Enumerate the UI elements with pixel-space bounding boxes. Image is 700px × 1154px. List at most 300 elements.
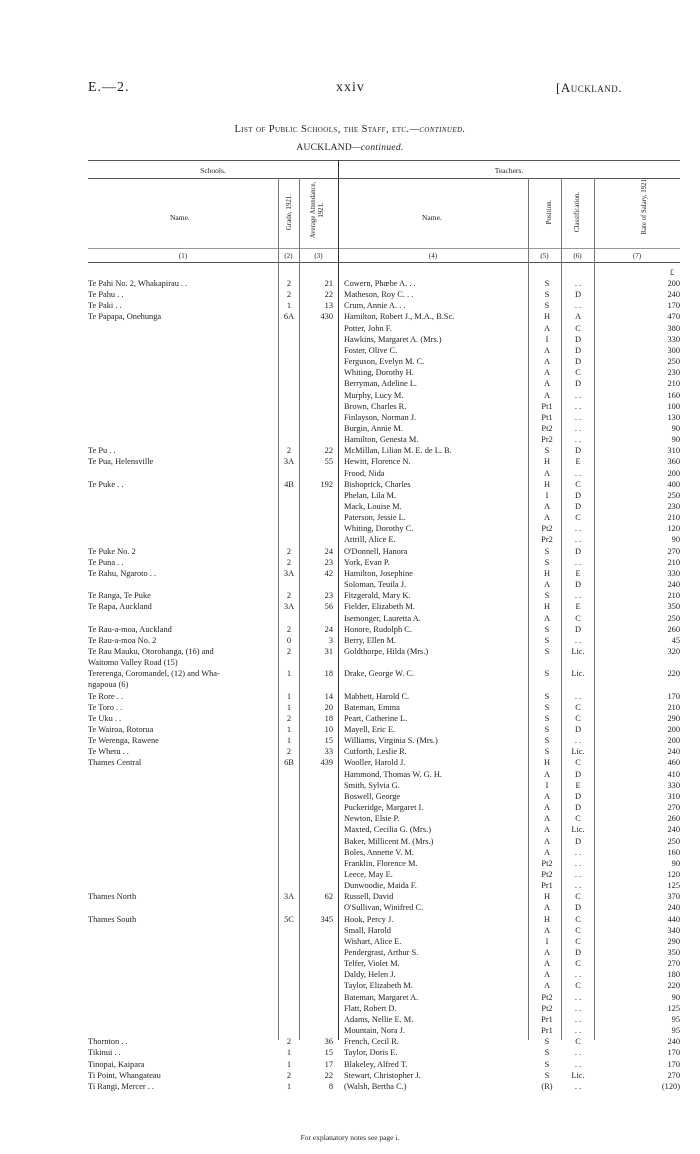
- teacher-name-cell: Hook, Percy J.: [344, 914, 394, 924]
- position-cell: Pr1: [541, 1026, 553, 1036]
- teacher-name-cell: Phelan, Lila M.: [344, 490, 397, 500]
- teacher-name-cell: Murphy, Lucy M.: [344, 390, 404, 400]
- teacher-name-cell: Whiting, Dorothy C.: [344, 524, 414, 534]
- salary-cell: 95: [671, 1014, 680, 1024]
- table-row: [0, 948, 700, 958]
- teacher-name-cell: Daldy, Helen J.: [344, 970, 396, 980]
- table-row: [0, 580, 700, 590]
- salary-cell: 160: [667, 390, 680, 400]
- teacher-name-cell: O'Donnell, Hanora: [344, 546, 408, 556]
- salary-cell: 160: [667, 847, 680, 857]
- table-row: [0, 1048, 700, 1058]
- table-row: [0, 502, 700, 512]
- position-cell: S: [544, 446, 550, 456]
- classification-cell: . .: [574, 992, 582, 1002]
- page-header-left: E.—2.: [88, 80, 130, 95]
- salary-cell: 210: [667, 557, 680, 567]
- position-cell: S: [544, 1037, 550, 1047]
- table-row: [0, 290, 700, 300]
- table-row: [0, 703, 700, 713]
- salary-cell: 210: [667, 702, 680, 712]
- table-row: [0, 970, 700, 980]
- position-cell: Pt1: [541, 401, 553, 411]
- teacher-name-cell: (Walsh, Bertha C.): [344, 1081, 407, 1091]
- teacher-name-cell: Isemonger, Lauretta A.: [344, 613, 421, 623]
- classification-cell: Lic.: [571, 747, 585, 757]
- salary-cell: 90: [671, 535, 680, 545]
- school-name-cell: ngapoua (6): [88, 680, 129, 690]
- salary-cell: 125: [667, 1003, 680, 1013]
- subtitle-text: AUCKLAND: [296, 143, 353, 153]
- grade-cell: 1: [286, 725, 292, 734]
- position-cell: I: [545, 334, 549, 344]
- table-row: [0, 524, 700, 534]
- teacher-name-cell: Hamilton, Genesta M.: [344, 435, 419, 445]
- attendance-cell: 22: [324, 1070, 333, 1080]
- classification-cell: . .: [574, 591, 582, 601]
- classification-cell: . .: [574, 881, 582, 891]
- classification-cell: C: [575, 1037, 581, 1047]
- teacher-name-cell: Boles, Annette V. M.: [344, 847, 414, 857]
- position-cell: A: [543, 847, 551, 857]
- teacher-name-cell: Maxted, Cecilia G. (Mrs.): [344, 825, 431, 835]
- teacher-name-cell: Smith, Sylvia G.: [344, 780, 400, 790]
- table-row: [0, 1082, 700, 1092]
- classification-cell: . .: [574, 1048, 582, 1058]
- salary-cell: 470: [667, 312, 680, 322]
- table-row: [0, 446, 700, 456]
- classification-cell: . .: [574, 970, 582, 980]
- table-row: [0, 469, 700, 479]
- attendance-cell: 56: [324, 602, 333, 612]
- classification-cell: D: [574, 546, 582, 556]
- school-name-cell: Te Wairoa, Rotorua: [88, 725, 154, 734]
- salary-cell: 90: [671, 992, 680, 1002]
- grade-cell: 2: [286, 446, 292, 456]
- salary-cell: 460: [667, 758, 680, 768]
- classification-cell: . .: [574, 390, 582, 400]
- school-name-cell: Te Pua, Helensville: [88, 457, 154, 467]
- classification-cell: D: [574, 769, 582, 779]
- table-row: [0, 658, 700, 668]
- teacher-name-cell: Whiting, Dorothy H.: [344, 368, 414, 378]
- grade-cell: 2: [286, 1037, 292, 1047]
- classification-cell: . .: [574, 1081, 582, 1091]
- position-cell: H: [543, 479, 551, 489]
- school-name-cell: Te Rau-a-moa, Auckland: [88, 624, 172, 634]
- classification-cell: Lic.: [571, 646, 585, 656]
- school-name-cell: Te Puke No. 2: [88, 546, 136, 556]
- classification-cell: D: [574, 803, 582, 813]
- column-number-7: (7): [632, 252, 642, 260]
- salary-cell: 380: [667, 323, 680, 333]
- table-row: [0, 981, 700, 991]
- school-name-cell: Tikinui . .: [88, 1048, 121, 1058]
- table-row: [0, 814, 700, 824]
- table-row: [0, 1015, 700, 1025]
- teacher-name-cell: McMillan, Lilian M. E. de L. B.: [344, 446, 452, 456]
- page-number: xxiv: [336, 80, 365, 95]
- classification-cell: . .: [574, 858, 582, 868]
- classification-cell: . .: [574, 423, 582, 433]
- position-cell: A: [543, 925, 551, 935]
- classification-cell: C: [575, 981, 581, 991]
- grade-cell: 3A: [283, 568, 295, 578]
- classification-cell: A: [574, 312, 582, 322]
- table-row: [0, 379, 700, 389]
- classification-cell: D: [574, 836, 582, 846]
- salary-cell: 240: [667, 903, 680, 913]
- position-cell: H: [543, 568, 551, 578]
- school-name-cell: Te Rapa, Auckland: [88, 602, 152, 612]
- position-cell: Pr1: [541, 881, 553, 891]
- column-header-rule: [88, 248, 680, 249]
- position-cell: S: [544, 1059, 550, 1069]
- salary-cell: 220: [667, 669, 680, 679]
- classification-cell: C: [575, 702, 581, 712]
- teacher-name-cell: Wooller, Harold J.: [344, 758, 406, 768]
- position-cell: A: [543, 368, 551, 378]
- salary-cell: 95: [671, 1026, 680, 1036]
- table-row: [0, 680, 700, 690]
- school-name-cell: Thornton . .: [88, 1037, 128, 1047]
- school-name-cell: Thames South: [88, 914, 137, 924]
- classification-cell: Lic.: [571, 669, 585, 679]
- classification-cell: . .: [574, 1014, 582, 1024]
- position-cell: S: [544, 591, 550, 601]
- teacher-name-cell: Wishart, Alice E.: [344, 936, 402, 946]
- position-cell: Pr1: [541, 1014, 553, 1024]
- group-header-rule: [88, 178, 680, 179]
- position-cell: S: [544, 635, 550, 645]
- classification-cell: C: [575, 713, 581, 723]
- salary-cell: 200: [667, 279, 680, 288]
- grade-header: Grade, 1921.: [285, 193, 293, 231]
- position-cell: A: [543, 390, 551, 400]
- salary-cell: 330: [667, 780, 680, 790]
- position-cell: A: [543, 613, 551, 623]
- school-name-cell: Te Werenga, Rawene: [88, 736, 159, 746]
- position-cell: S: [544, 713, 550, 723]
- position-cell: S: [544, 669, 550, 679]
- attendance-cell: 439: [320, 758, 333, 768]
- table-row: [0, 892, 700, 902]
- classification-cell: E: [575, 780, 581, 790]
- table-row: [0, 848, 700, 858]
- grade-cell: 1: [286, 691, 292, 701]
- position-cell: H: [543, 914, 551, 924]
- teacher-name-header: Name.: [422, 213, 442, 222]
- salary-cell: 90: [671, 858, 680, 868]
- grade-cell: 2: [286, 591, 292, 601]
- table-row: [0, 647, 700, 657]
- table-row: [0, 870, 700, 880]
- teacher-name-cell: Baker, Millicent M. (Mrs.): [344, 836, 434, 846]
- classification-cell: . .: [574, 1003, 582, 1013]
- table-row: [0, 424, 700, 434]
- classification-cell: . .: [574, 435, 582, 445]
- salary-header: Rate of Salary, 1921.: [641, 177, 648, 235]
- subtitle-suffix: —continued.: [352, 143, 404, 153]
- table-row: [0, 736, 700, 746]
- salary-cell: 370: [667, 892, 680, 902]
- teacher-name-cell: Hammond, Thomas W. G. H.: [344, 769, 443, 779]
- attendance-cell: 33: [324, 747, 333, 757]
- classification-cell: E: [575, 568, 581, 578]
- position-cell: Pr2: [541, 435, 553, 445]
- attendance-cell: 23: [324, 557, 333, 567]
- attendance-cell: 62: [324, 892, 333, 902]
- teacher-name-cell: Leece, May E.: [344, 869, 393, 879]
- teacher-name-cell: Finlayson, Norman J.: [344, 412, 417, 422]
- attendance-cell: 22: [324, 290, 333, 300]
- position-cell: I: [545, 936, 549, 946]
- attendance-cell: 15: [324, 1048, 333, 1058]
- attendance-cell: 22: [324, 446, 333, 456]
- table-row: [0, 770, 700, 780]
- district-subtitle: [0, 143, 700, 153]
- teachers-group-header: Teachers.: [494, 166, 524, 175]
- teacher-name-cell: Mountain, Nora J.: [344, 1026, 405, 1036]
- classification-cell: . .: [574, 635, 582, 645]
- classification-cell: . .: [574, 869, 582, 879]
- school-name-cell: Ti Point, Whangateau: [88, 1070, 161, 1080]
- teacher-name-cell: Mayell, Eric E.: [344, 725, 396, 734]
- teacher-name-cell: Williams, Virginia S. (Mrs.): [344, 736, 438, 746]
- salary-cell: 180: [667, 970, 680, 980]
- position-cell: A: [543, 836, 551, 846]
- salary-cell: 130: [667, 412, 680, 422]
- school-name-cell: Te Pu . .: [88, 446, 116, 456]
- position-cell: Pt1: [541, 412, 553, 422]
- classification-cell: . .: [574, 1059, 582, 1069]
- classification-cell: C: [575, 936, 581, 946]
- grade-cell: 3A: [283, 602, 295, 612]
- teacher-name-cell: Small, Harold: [344, 925, 391, 935]
- table-row: [0, 402, 700, 412]
- grade-cell: 1: [286, 1048, 292, 1058]
- table-row: [0, 391, 700, 401]
- teacher-name-cell: Newton, Elsie P.: [344, 814, 400, 824]
- position-cell: S: [544, 624, 550, 634]
- position-cell: Pt2: [541, 858, 553, 868]
- table-row: [0, 569, 700, 579]
- teacher-name-cell: Blakeley, Alfred T.: [344, 1059, 408, 1069]
- school-name-cell: Waitomo Valley Road (15): [88, 658, 178, 668]
- salary-cell: 200: [667, 736, 680, 746]
- salary-cell: 170: [667, 1048, 680, 1058]
- school-name-cell: Te Papapa, Onehunga: [88, 312, 162, 322]
- classification-cell: C: [575, 613, 581, 623]
- table-row: [0, 435, 700, 445]
- teacher-name-cell: Berryman, Adeline L.: [344, 379, 418, 389]
- salary-cell: 240: [667, 1037, 680, 1047]
- position-cell: A: [543, 948, 551, 957]
- salary-cell: 250: [667, 490, 680, 500]
- grade-cell: 1: [286, 301, 292, 311]
- grade-cell: 3A: [283, 892, 295, 902]
- attendance-cell: 10: [324, 725, 333, 734]
- classification-cell: C: [575, 368, 581, 378]
- table-row: [0, 457, 700, 467]
- grade-cell: 1: [286, 1059, 292, 1069]
- table-row: [0, 636, 700, 646]
- salary-cell: 350: [667, 602, 680, 612]
- column-number-1: (1): [178, 252, 188, 260]
- salary-cell: 200: [667, 725, 680, 734]
- salary-cell: 360: [667, 457, 680, 467]
- attendance-cell: 36: [324, 1037, 333, 1047]
- table-row: [0, 413, 700, 423]
- salary-cell: 240: [667, 580, 680, 590]
- table-row: [0, 1026, 700, 1036]
- document-title: [0, 124, 700, 135]
- school-name-cell: Te Toro . .: [88, 702, 123, 712]
- grade-cell: 5C: [284, 914, 294, 924]
- title-text: List of Public Schools, the Staff, etc.: [234, 124, 410, 135]
- grade-cell: 2: [286, 290, 292, 300]
- classification-cell: D: [574, 791, 582, 801]
- salary-cell: 320: [667, 646, 680, 656]
- table-row: [0, 792, 700, 802]
- teacher-name-cell: Hawkins, Margaret A. (Mrs.): [344, 334, 442, 344]
- table-row: [0, 591, 700, 601]
- attendance-cell: 15: [324, 736, 333, 746]
- position-cell: A: [543, 981, 551, 991]
- salary-cell: 210: [667, 379, 680, 389]
- position-cell: A: [543, 814, 551, 824]
- classification-cell: D: [574, 502, 582, 511]
- table-top-rule: [88, 160, 680, 161]
- attendance-cell: 17: [324, 1059, 333, 1069]
- position-cell: A: [543, 903, 551, 913]
- school-name-cell: Ti Rangi, Mercer . .: [88, 1081, 154, 1091]
- teacher-name-cell: Taylor, Elizabeth M.: [344, 981, 413, 991]
- school-name-cell: Te Pahi No. 2, Whakapirau . .: [88, 279, 188, 288]
- classification-cell: . .: [574, 535, 582, 545]
- teacher-name-cell: Bateman, Margaret A.: [344, 992, 419, 1002]
- table-row: [0, 758, 700, 768]
- attendance-cell: 430: [320, 312, 333, 322]
- classification-cell: . .: [574, 557, 582, 567]
- classification-cell: D: [574, 446, 582, 456]
- classification-cell: D: [574, 345, 582, 355]
- salary-cell: 250: [667, 357, 680, 367]
- column-number-rule: [88, 262, 680, 263]
- school-name-cell: Te Whetu . .: [88, 747, 129, 757]
- teacher-name-cell: Franklin, Florence M.: [344, 858, 418, 868]
- teacher-name-cell: Hamilton, Robert J., M.A., B.Sc.: [344, 312, 455, 322]
- teacher-name-cell: Stewart, Christopher J.: [344, 1070, 421, 1080]
- table-row: [0, 881, 700, 891]
- classification-cell: . .: [574, 847, 582, 857]
- classification-cell: C: [575, 814, 581, 824]
- teacher-name-cell: Russell, David: [344, 892, 394, 902]
- teacher-name-cell: Crum, Annie A. . .: [344, 301, 406, 311]
- salary-cell: 240: [667, 747, 680, 757]
- table-row: [0, 915, 700, 925]
- salary-cell: 330: [667, 334, 680, 344]
- table-row: [0, 301, 700, 311]
- school-name-cell: Te Puna . .: [88, 557, 124, 567]
- teacher-name-cell: Bishoprick, Charles: [344, 479, 411, 489]
- school-name-header: Name.: [170, 213, 190, 222]
- classification-cell: D: [574, 948, 582, 957]
- grade-cell: 2: [286, 1070, 292, 1080]
- school-name-cell: Te Pahu . .: [88, 290, 124, 300]
- column-number-5: (5): [540, 252, 549, 260]
- position-cell: H: [543, 892, 551, 902]
- table-row: [0, 1071, 700, 1081]
- salary-cell: 170: [667, 691, 680, 701]
- grade-cell: 2: [286, 557, 292, 567]
- teacher-name-cell: Adams, Nellie E. M.: [344, 1014, 414, 1024]
- teacher-name-cell: Fitzgerald, Mary K.: [344, 591, 411, 601]
- attendance-cell: 3: [328, 635, 333, 645]
- teacher-name-cell: French, Cecil R.: [344, 1037, 399, 1047]
- classification-cell: . .: [574, 736, 582, 746]
- salary-cell: 90: [671, 423, 680, 433]
- position-cell: A: [543, 803, 551, 813]
- teacher-name-cell: Attrill, Alice E.: [344, 535, 396, 545]
- salary-cell: 170: [667, 301, 680, 311]
- classification-cell: D: [574, 290, 582, 300]
- school-name-cell: Te Rahu, Ngaroto . .: [88, 568, 157, 578]
- teacher-name-cell: Drake, George W. C.: [344, 669, 415, 679]
- salary-cell: 220: [667, 981, 680, 991]
- classification-cell: C: [575, 479, 581, 489]
- position-cell: I: [545, 490, 549, 500]
- grade-cell: 2: [286, 279, 292, 288]
- teacher-name-cell: Flatt, Robert D.: [344, 1003, 397, 1013]
- position-cell: A: [543, 825, 551, 835]
- school-name-cell: Te Rau Mauku, Otorohanga, (16) and: [88, 646, 214, 656]
- classification-cell: C: [575, 513, 581, 523]
- grade-cell: 2: [286, 624, 292, 634]
- grade-cell: 1: [286, 669, 292, 679]
- table-row: [0, 926, 700, 936]
- position-cell: S: [544, 546, 550, 556]
- position-cell: H: [543, 457, 551, 467]
- teacher-name-cell: Taylor, Doris E.: [344, 1048, 398, 1058]
- table-row: [0, 859, 700, 869]
- position-cell: A: [543, 959, 551, 969]
- table-row: [0, 1037, 700, 1047]
- teacher-name-cell: Cutforth, Leslie R.: [344, 747, 407, 757]
- position-cell: S: [544, 702, 550, 712]
- salary-cell: 340: [667, 925, 680, 935]
- salary-cell: 210: [667, 513, 680, 523]
- salary-cell: 125: [667, 881, 680, 891]
- position-cell: Pr2: [541, 535, 553, 545]
- teacher-name-cell: Berry, Ellen M.: [344, 635, 397, 645]
- table-row: [0, 368, 700, 378]
- position-cell: A: [543, 970, 551, 980]
- position-cell: I: [545, 780, 549, 790]
- position-cell: Pt2: [541, 524, 553, 534]
- position-cell: H: [543, 602, 551, 612]
- attendance-cell: 23: [324, 591, 333, 601]
- classification-cell: . .: [574, 301, 582, 311]
- teacher-name-cell: Mack, Louise M.: [344, 502, 402, 511]
- position-cell: Pt2: [541, 1003, 553, 1013]
- salary-cell: 170: [667, 1059, 680, 1069]
- school-name-cell: Tinopai, Kaipara: [88, 1059, 145, 1069]
- title-suffix: —continued.: [409, 124, 466, 135]
- school-name-cell: Te Paki . .: [88, 301, 122, 311]
- table-row: [0, 346, 700, 356]
- table-row: [0, 513, 700, 523]
